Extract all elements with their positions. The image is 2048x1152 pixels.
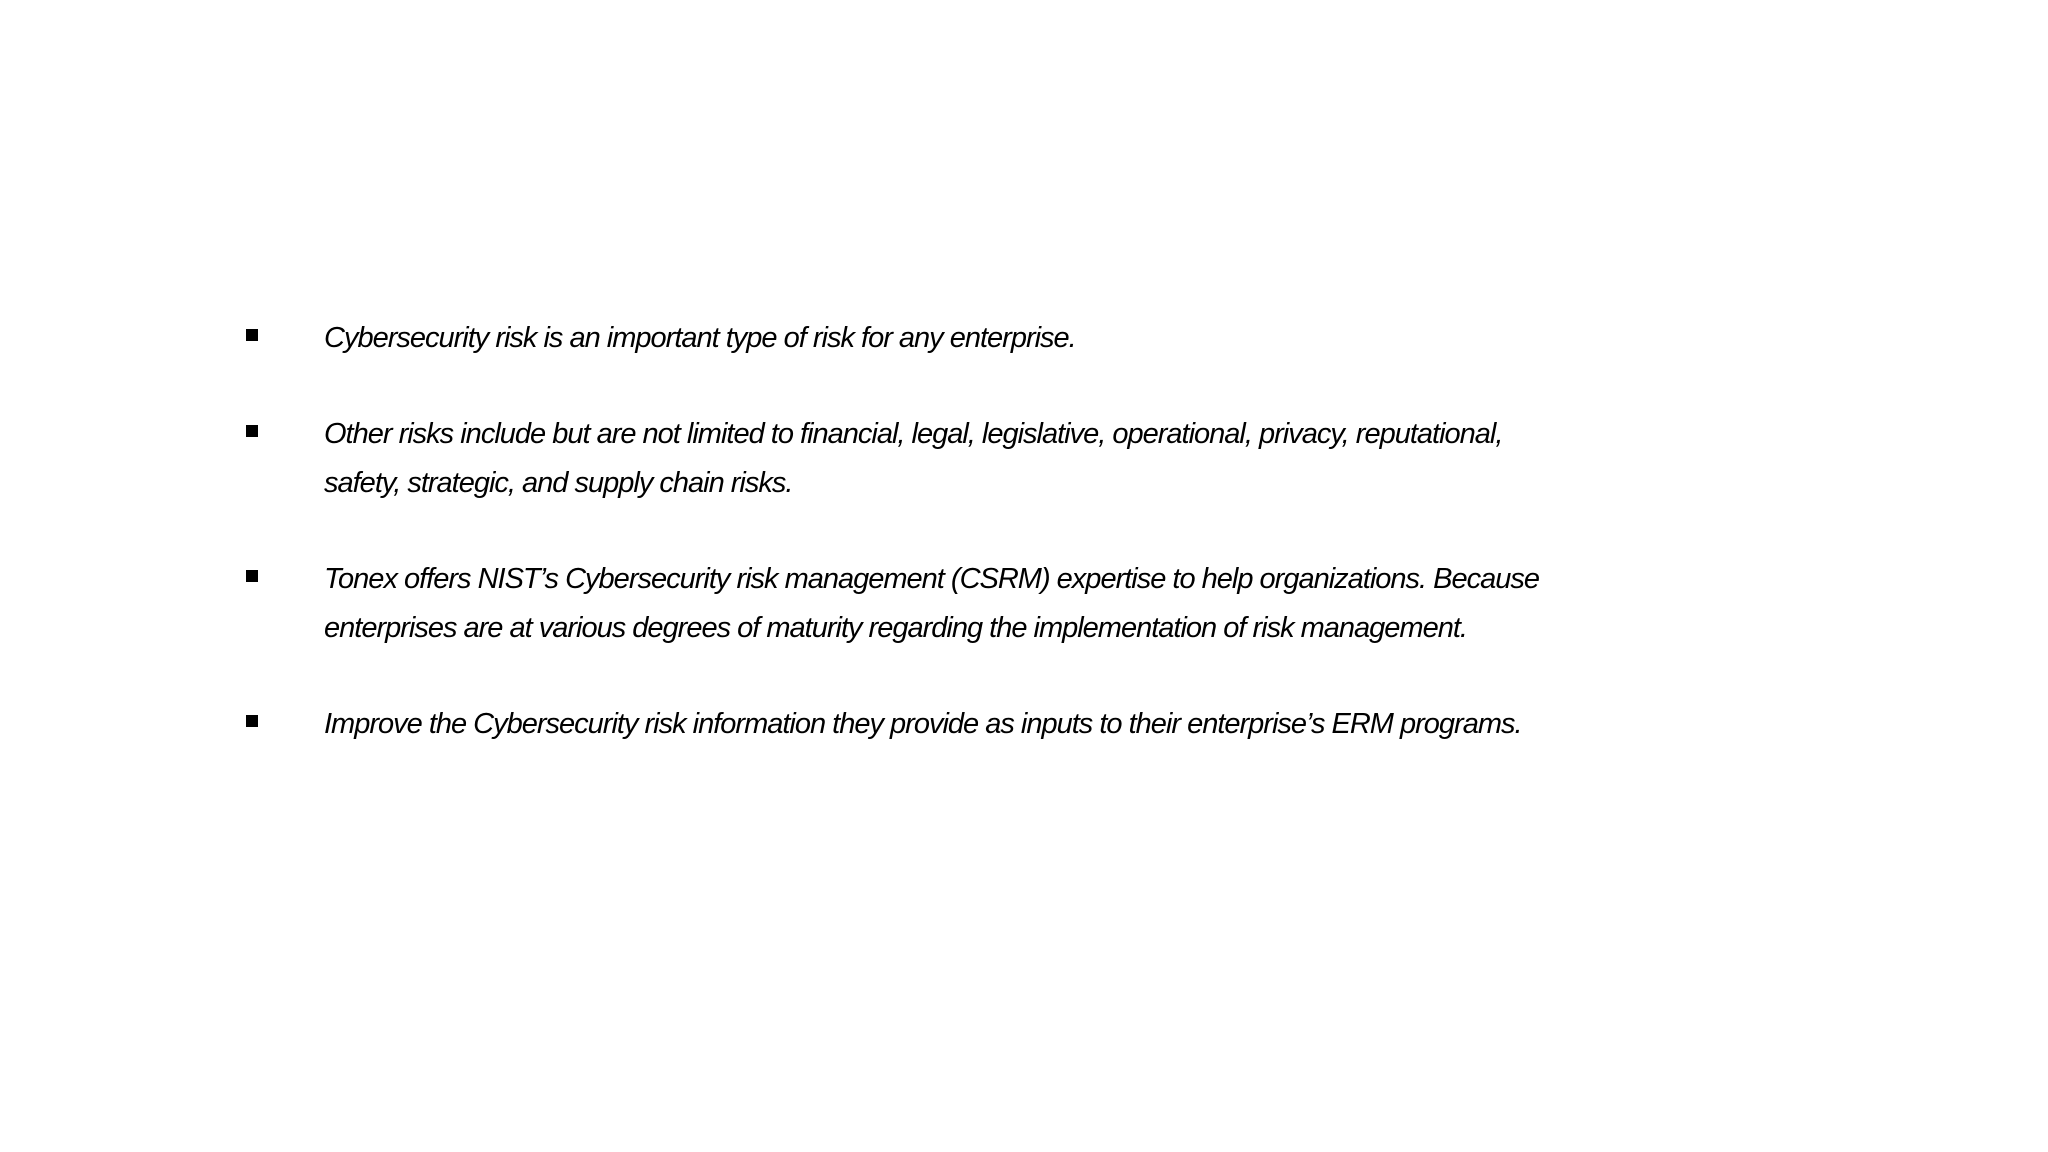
square-bullet-icon [246,715,258,727]
bullet-text: Cybersecurity risk is an important type of risk for any enterprise. [324,322,1076,354]
list-item [246,314,1576,363]
list-item [246,700,1576,749]
square-bullet-icon [246,425,258,437]
square-bullet-icon [246,570,258,582]
bullet-text: Improve the Cybersecurity risk information they provide as inputs to their enterprise’s ERM programs. [324,708,1522,740]
bullet-list [246,314,1576,796]
bullet-text: Other risks include but are not limited to financial, legal, legislative, operational, privacy, reputational, safety, strategic, and supply chain risks. [324,418,1503,499]
square-bullet-icon [246,329,258,341]
list-item [246,555,1576,653]
list-item [246,410,1576,508]
bullet-text: Tonex offers NIST’s Cybersecurity risk management (CSRM) expertise to help organizations. Because enterprises are at various degrees of maturity regarding the implementation of risk management. [324,563,1540,644]
